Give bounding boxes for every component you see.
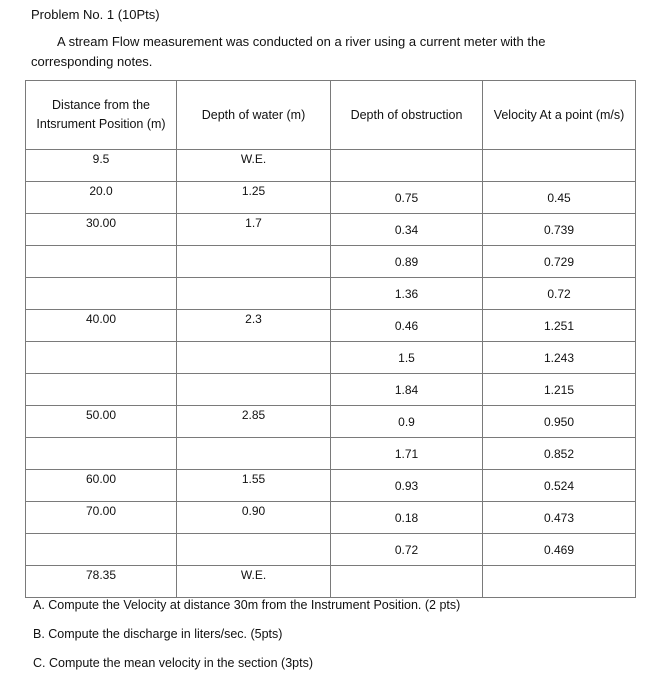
table-row xyxy=(26,406,636,438)
cell-depth-of-water xyxy=(177,374,331,406)
cell-depth-of-obstruction xyxy=(331,150,483,182)
cell-depth-of-water: 1.25 xyxy=(177,182,331,214)
cell-depth-of-water: W.E. xyxy=(177,150,331,182)
cell-depth-of-obstruction: 0.89 xyxy=(331,246,483,278)
cell-depth-of-water xyxy=(177,438,331,470)
cell-depth-of-obstruction: 1.71 xyxy=(331,438,483,470)
cell-distance: 40.00 xyxy=(26,310,177,342)
cell-depth-of-obstruction: 0.34 xyxy=(331,214,483,246)
table-row xyxy=(26,438,636,470)
cell-distance xyxy=(26,534,177,566)
cell-depth-of-obstruction: 0.46 xyxy=(331,310,483,342)
table-row xyxy=(26,374,636,406)
cell-depth-of-obstruction: 1.84 xyxy=(331,374,483,406)
cell-distance xyxy=(26,278,177,310)
cell-velocity: 1.243 xyxy=(483,342,636,374)
cell-distance: 30.00 xyxy=(26,214,177,246)
cell-distance xyxy=(26,438,177,470)
table-row xyxy=(26,310,636,342)
table-row xyxy=(26,246,636,278)
table-row xyxy=(26,502,636,534)
header-depth-of-obstruction: Depth of obstruction xyxy=(331,81,483,150)
table-row xyxy=(26,566,636,598)
table-row xyxy=(26,150,636,182)
cell-velocity: 0.739 xyxy=(483,214,636,246)
cell-depth-of-water: 2.3 xyxy=(177,310,331,342)
cell-depth-of-water: 2.85 xyxy=(177,406,331,438)
cell-depth-of-water xyxy=(177,278,331,310)
cell-velocity: 0.729 xyxy=(483,246,636,278)
question-c: C. Compute the mean velocity in the section (3pts) xyxy=(33,656,313,670)
problem-intro-line2: corresponding notes. xyxy=(31,54,153,69)
problem-title: Problem No. 1 (10Pts) xyxy=(31,7,160,22)
cell-depth-of-obstruction: 0.72 xyxy=(331,534,483,566)
table-row xyxy=(26,182,636,214)
question-b: B. Compute the discharge in liters/sec. (5pts) xyxy=(33,627,283,641)
cell-depth-of-water: 1.7 xyxy=(177,214,331,246)
cell-distance: 70.00 xyxy=(26,502,177,534)
table-body xyxy=(26,150,636,598)
header-depth-of-water: Depth of water (m) xyxy=(177,81,331,150)
cell-depth-of-obstruction: 0.18 xyxy=(331,502,483,534)
cell-velocity: 0.852 xyxy=(483,438,636,470)
question-a: A. Compute the Velocity at distance 30m from the Instrument Position. (2 pts) xyxy=(33,598,461,612)
header-distance: Distance from the Intsrument Position (m) xyxy=(26,81,177,150)
cell-distance xyxy=(26,246,177,278)
cell-velocity: 0.524 xyxy=(483,470,636,502)
cell-velocity xyxy=(483,566,636,598)
cell-velocity xyxy=(483,150,636,182)
cell-depth-of-obstruction xyxy=(331,566,483,598)
cell-distance: 60.00 xyxy=(26,470,177,502)
cell-depth-of-water: 1.55 xyxy=(177,470,331,502)
cell-velocity: 0.469 xyxy=(483,534,636,566)
cell-depth-of-water: W.E. xyxy=(177,566,331,598)
table-row xyxy=(26,214,636,246)
cell-distance: 78.35 xyxy=(26,566,177,598)
cell-depth-of-water xyxy=(177,342,331,374)
cell-distance: 20.0 xyxy=(26,182,177,214)
cell-distance xyxy=(26,342,177,374)
table-row xyxy=(26,534,636,566)
stream-flow-table xyxy=(25,80,636,598)
cell-velocity: 0.473 xyxy=(483,502,636,534)
cell-depth-of-obstruction: 0.9 xyxy=(331,406,483,438)
cell-depth-of-water xyxy=(177,246,331,278)
problem-intro-line1: A stream Flow measurement was conducted on a river using a current meter with the xyxy=(57,34,546,49)
table-row xyxy=(26,470,636,502)
cell-velocity: 0.950 xyxy=(483,406,636,438)
table-header-row xyxy=(26,81,636,150)
cell-depth-of-water xyxy=(177,534,331,566)
cell-depth-of-obstruction: 1.5 xyxy=(331,342,483,374)
cell-depth-of-water: 0.90 xyxy=(177,502,331,534)
cell-distance: 50.00 xyxy=(26,406,177,438)
table-row xyxy=(26,278,636,310)
header-velocity: Velocity At a point (m/s) xyxy=(483,81,636,150)
cell-velocity: 0.45 xyxy=(483,182,636,214)
cell-depth-of-obstruction: 0.93 xyxy=(331,470,483,502)
cell-depth-of-obstruction: 1.36 xyxy=(331,278,483,310)
table-row xyxy=(26,342,636,374)
cell-distance: 9.5 xyxy=(26,150,177,182)
cell-velocity: 1.251 xyxy=(483,310,636,342)
cell-depth-of-obstruction: 0.75 xyxy=(331,182,483,214)
cell-velocity: 1.215 xyxy=(483,374,636,406)
cell-velocity: 0.72 xyxy=(483,278,636,310)
cell-distance xyxy=(26,374,177,406)
